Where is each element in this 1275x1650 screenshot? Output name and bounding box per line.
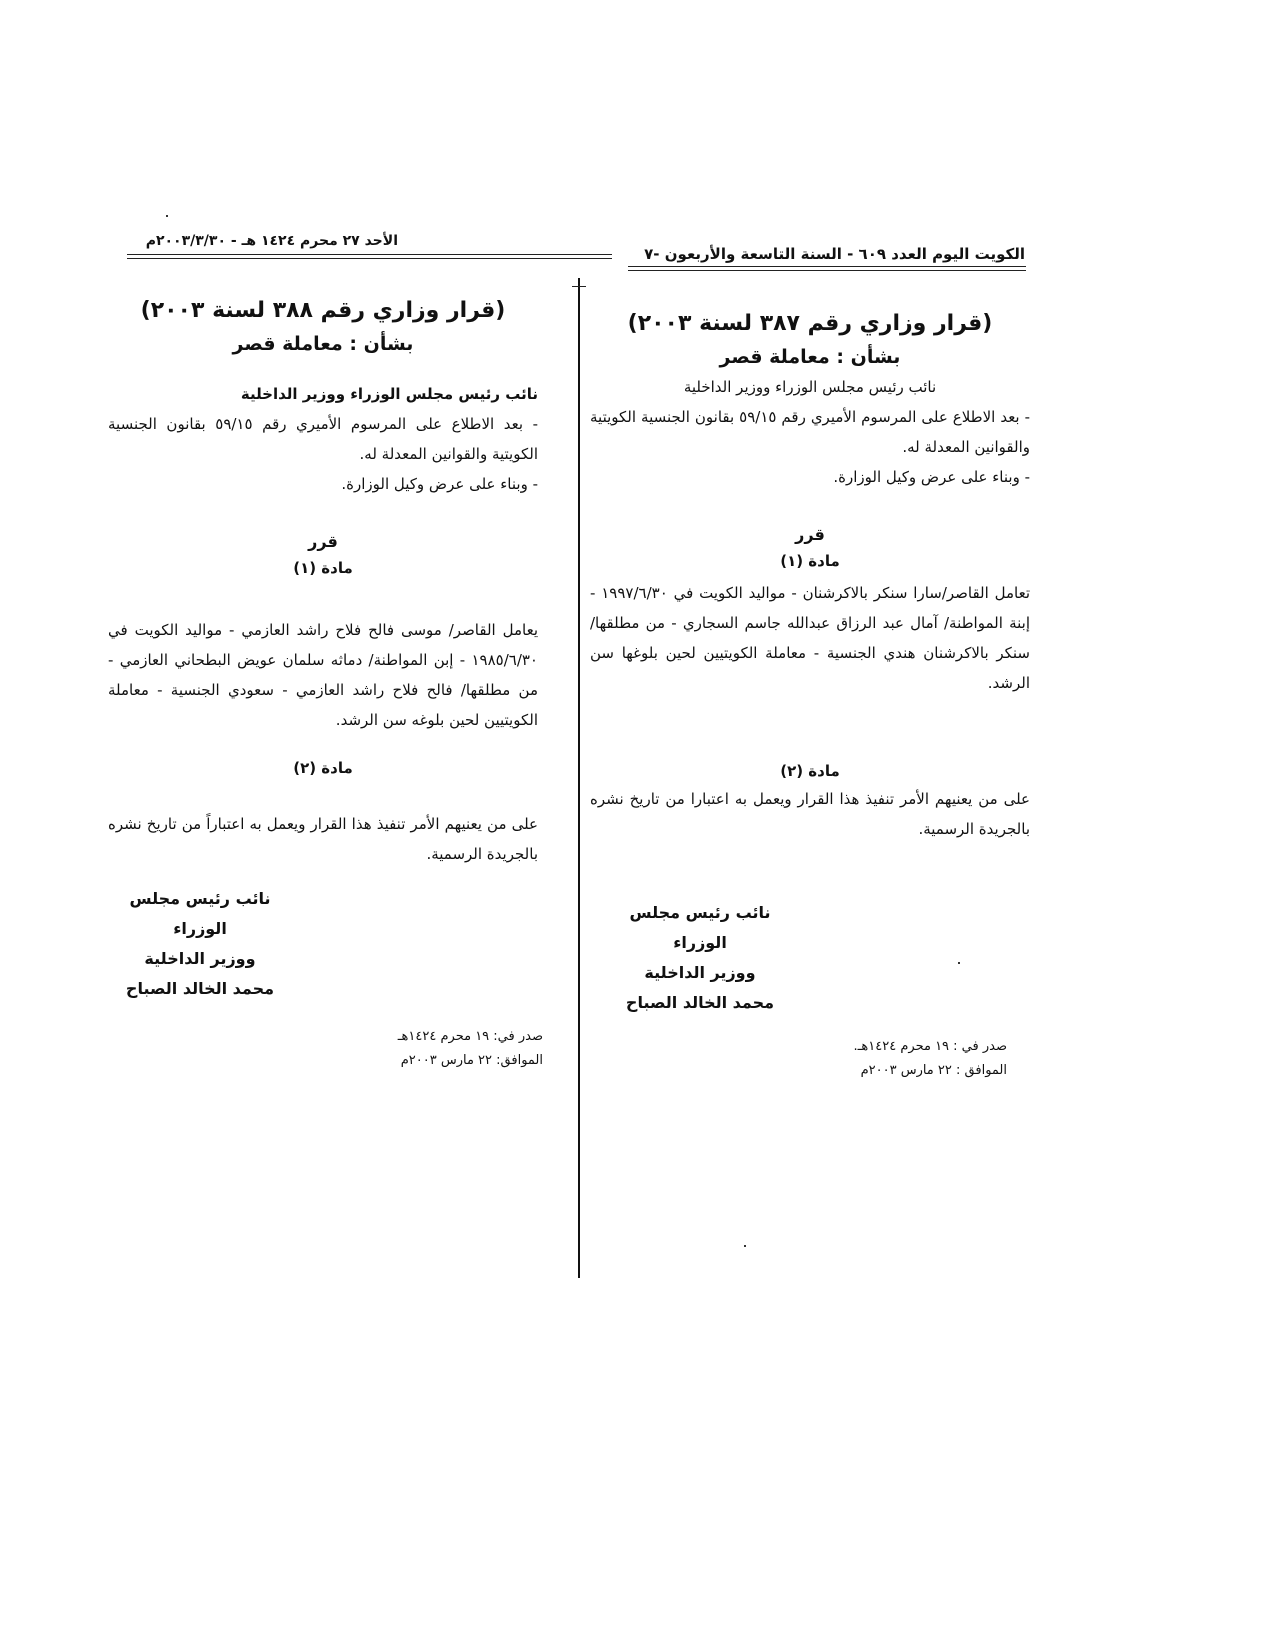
decree-388-issued-gregorian: الموافق: ٢٢ مارس ٢٠٠٣م [400,1053,543,1068]
decree-387-subject: بشأن : معاملة قصر [719,346,901,368]
header-rule-left [127,254,612,255]
decree-388-title: (قرار وزاري رقم ٣٨٨ لسنة ٢٠٠٣) [140,298,506,323]
decree-387-signature-name: محمد الخالد الصباح [625,993,775,1012]
decree-387-article-1-text: تعامل القاصر/سارا سنكر بالاكرشنان - مواليد الكويت في ١٩٩٧/٦/٣٠ - إبنة المواطنة/ آمال عبد الرزاق عبدالله جاسم السجاري - من مطلقها/ سنكر بالاكرشنان هندي الجنسية - معاملة الكويتيين لحين بلوغها سن الرشد. [590,584,1030,692]
scan-speck [958,962,960,964]
decree-388-article-1-title: مادة (١) [293,559,353,577]
decree-388-decides: قرر [308,532,338,551]
decree-387-signature [600,898,800,1018]
header-issue-info: الكويت اليوم العدد ٦٠٩ - السنة التاسعة والأربعون -٧ [644,245,1025,263]
decree-388-signature [100,884,300,1004]
decree-387-preamble-2: - وبناء على عرض وكيل الوزارة. [833,468,1030,486]
decree-387-signature-ministry: ووزير الداخلية [644,963,756,982]
decree-387-issuer: نائب رئيس مجلس الوزراء ووزير الداخلية [683,378,937,396]
decree-388-signature-ministry: ووزير الداخلية [144,949,256,968]
decree-387-preamble-1: - بعد الاطلاع على المرسوم الأميري رقم ٥٩/١٥ بقانون الجنسية الكويتية والقوانين المعدلة له. [590,408,1031,456]
header-rule-left-2 [127,258,612,259]
decree-387-decides: قرر [795,525,825,544]
decree-387-title: (قرار وزاري رقم ٣٨٧ لسنة ٢٠٠٣) [627,311,993,336]
header-date: الأحد ٢٧ محرم ١٤٢٤ هـ - ٢٠٠٣/٣/٣٠م [145,233,398,249]
decree-388-article-2-title: مادة (٢) [293,759,353,777]
decree-387 [590,308,1030,844]
header-rule-right-2 [628,270,1026,271]
decree-387-issued [853,1035,1007,1083]
decree-388-article-1-text: يعامل القاصر/ موسى فالح فلاح راشد العازمي - مواليد الكويت في ١٩٨٥/٦/٣٠ - إبن المواطنة/ دماثه سلمان عويض البطحاني العازمي - من مطلقها/ فالح فلاح راشد العازمي - سعودي الجنسية - معاملة الكويتيين لحين بلوغه سن الرشد. [108,621,538,729]
column-divider-tick [572,286,586,287]
decree-387-issued-gregorian: الموافق : ٢٢ مارس ٢٠٠٣م [860,1063,1007,1078]
decree-388-preamble-1: - بعد الاطلاع على المرسوم الأميري رقم ٥٩/١٥ بقانون الجنسية الكويتية والقوانين المعدلة له. [108,415,538,463]
decree-388-subject: بشأن : معاملة قصر [232,333,414,355]
decree-388-signature-title: نائب رئيس مجلس الوزراء [129,889,271,938]
header-rule-right [628,266,1026,267]
scan-speck [166,215,168,217]
decree-388-issuer: نائب رئيس مجلس الوزراء ووزير الداخلية [240,385,538,403]
decree-388-signature-name: محمد الخالد الصباح [125,979,275,998]
decree-388-article-2-text: على من يعنيهم الأمر تنفيذ هذا القرار ويعمل به اعتباراً من تاريخ نشره بالجريدة الرسمية. [108,815,538,863]
decree-387-signature-title: نائب رئيس مجلس الوزراء [629,903,771,952]
column-divider [578,278,580,1278]
decree-387-article-1-title: مادة (١) [780,552,840,570]
decree-388-preamble-2: - وبناء على عرض وكيل الوزارة. [341,475,538,493]
scan-speck [744,1245,746,1247]
decree-387-issued-hijri: صدر في : ١٩ محرم ١٤٢٤هـ. [853,1039,1007,1054]
decree-388 [108,295,538,869]
decree-388-issued-hijri: صدر في: ١٩ محرم ١٤٢٤هـ [397,1029,543,1044]
decree-387-article-2-title: مادة (٢) [780,762,840,780]
decree-387-article-2-text: على من يعنيهم الأمر تنفيذ هذا القرار ويعمل به اعتبارا من تاريخ نشره بالجريدة الرسمية. [590,790,1030,838]
decree-388-issued [398,1025,543,1073]
